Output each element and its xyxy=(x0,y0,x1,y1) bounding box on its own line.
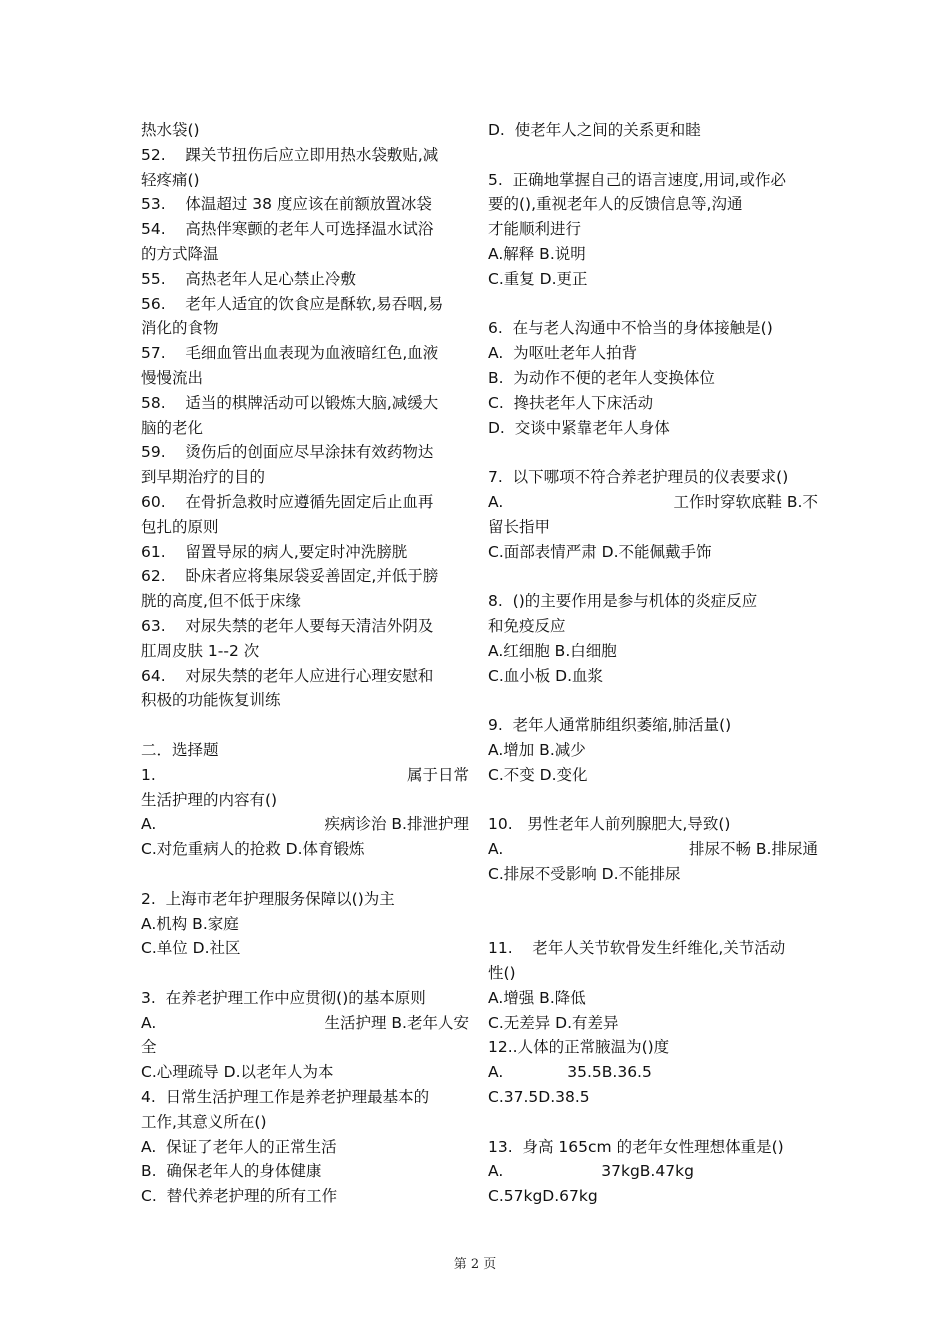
text-line: 性() xyxy=(488,964,516,983)
option-line: A.增加 B.减少 xyxy=(488,740,586,759)
true-false-item-64: 64. 对尿失禁的老年人应进行心理安慰和 xyxy=(141,666,434,685)
option-line xyxy=(488,1060,818,1085)
question-11: 11. 老年人关节软骨发生纤维化,关节活动 xyxy=(488,939,786,958)
page-number: 第 2 页 xyxy=(453,1257,497,1272)
option-line: A.增强 B.降低 xyxy=(488,988,586,1007)
text-line: 要的(),重视老年人的反馈信息等,沟通 xyxy=(488,195,743,214)
option-label: A. xyxy=(141,1013,157,1032)
option-text: 排尿不畅 B.排尿通 xyxy=(689,840,818,859)
spacer xyxy=(488,292,818,317)
option-line: C.面部表情严肃 D.不能佩戴手饰 xyxy=(488,542,712,561)
text-line: 热水袋() xyxy=(141,121,200,139)
option-line: A.红细胞 B.白细胞 xyxy=(488,641,617,660)
option-line: C. 替代养老护理的所有工作 xyxy=(141,1187,338,1206)
option-line: C.57kgD.67kg xyxy=(488,1187,598,1206)
text-line: 包扎的原则 xyxy=(141,517,219,536)
true-false-item-62: 62. 卧床者应将集尿袋妥善固定,并低于膀 xyxy=(141,567,439,586)
spacer xyxy=(488,564,818,589)
true-false-item-54: 54. 高热伴寒颤的老年人可选择温水试浴 xyxy=(141,220,434,239)
question-2: 2. 上海市老年护理服务保障以()为主 xyxy=(141,889,395,908)
option-line: A. 为呕吐老年人拍背 xyxy=(488,344,638,363)
true-false-item-61: 61. 留置导尿的病人,要定时冲洗膀胱 xyxy=(141,542,408,561)
option-line: C.心理疏导 D.以老年人为本 xyxy=(141,1063,334,1082)
option-line: D. 交谈中紧靠老年人身体 xyxy=(488,418,670,437)
text-line: 慢慢流出 xyxy=(141,368,204,387)
text-line: 才能顺利进行 xyxy=(488,220,582,239)
text-line: 轻疼痛() xyxy=(141,170,200,189)
text-line: 脑的老化 xyxy=(141,418,204,437)
true-false-item-59: 59. 烫伤后的创面应尽早涂抹有效药物达 xyxy=(141,443,434,462)
right-column xyxy=(488,118,818,1209)
text-line: 的方式降温 xyxy=(141,244,219,263)
option-text: 35.5B.36.5 xyxy=(567,1063,652,1082)
question-9: 9. 老年人通常肺组织萎缩,肺活量() xyxy=(488,716,732,735)
option-text: 疾病诊治 B.排泄护理 xyxy=(324,815,469,834)
option-text: 生活护理 B.老年人安 xyxy=(324,1013,469,1032)
spacer xyxy=(488,912,818,937)
text-line: 积极的功能恢复训练 xyxy=(141,691,281,710)
question-12: 12..人体的正常腋温为()度 xyxy=(488,1038,670,1057)
text-line: 工作,其意义所在() xyxy=(141,1112,267,1131)
spacer xyxy=(141,961,469,986)
question-10: 10. 男性老年人前列腺肥大,导致() xyxy=(488,815,731,834)
option-line: A.机构 B.家庭 xyxy=(141,914,239,933)
option-label: A. xyxy=(488,840,504,859)
option-line: C. 搀扶老年人下床活动 xyxy=(488,393,654,412)
option-line: A. 保证了老年人的正常生活 xyxy=(141,1137,337,1156)
true-false-item-52: 52. 踝关节扭伤后应立即用热水袋敷贴,减 xyxy=(141,145,439,164)
spacer xyxy=(488,887,818,912)
option-line: C.不变 D.变化 xyxy=(488,765,588,784)
spacer xyxy=(488,440,818,465)
option-text: 37kgB.47kg xyxy=(601,1162,694,1181)
option-line: C.37.5D.38.5 xyxy=(488,1088,590,1107)
text-line: 留长指甲 xyxy=(488,517,551,536)
spacer xyxy=(488,688,818,713)
left-column xyxy=(141,118,469,1209)
question-7: 7. 以下哪项不符合养老护理员的仪表要求() xyxy=(488,468,789,487)
option-line: C.单位 D.社区 xyxy=(141,939,241,958)
text-line: 到早期治疗的目的 xyxy=(141,468,266,487)
true-false-item-63: 63. 对尿失禁的老年人要每天清洁外阴及 xyxy=(141,616,434,635)
option-line: C.排尿不受影响 D.不能排尿 xyxy=(488,864,681,883)
spacer xyxy=(141,862,469,887)
option-text: 工作时穿软底鞋 B.不 xyxy=(673,492,818,511)
true-false-item-55: 55. 高热老年人足心禁止冷敷 xyxy=(141,269,356,288)
option-line: C.对危重病人的抢救 D.体育锻炼 xyxy=(141,840,365,859)
true-false-item-57: 57. 毛细血管出血表现为血液暗红色,血液 xyxy=(141,344,439,363)
option-line: B. 为动作不便的老年人变换体位 xyxy=(488,368,715,387)
text-line: 全 xyxy=(141,1038,157,1057)
question-text: 属于日常 xyxy=(406,765,469,784)
true-false-item-58: 58. 适当的棋牌活动可以锻炼大脑,减缓大 xyxy=(141,393,439,412)
question-number: 1. xyxy=(141,765,156,784)
option-label: A. xyxy=(488,1162,504,1181)
option-line xyxy=(141,1011,469,1036)
text-line: 肛周皮肤 1--2 次 xyxy=(141,641,260,660)
question-5: 5. 正确地掌握自己的语言速度,用词,或作必 xyxy=(488,170,786,189)
true-false-item-53: 53. 体温超过 38 度应该在前额放置冰袋 xyxy=(141,195,432,214)
option-line xyxy=(141,812,469,837)
true-false-item-56: 56. 老年人适宜的饮食应是酥软,易吞咽,易 xyxy=(141,294,444,313)
text-line: 胱的高度,但不低于床缘 xyxy=(141,592,301,611)
option-line xyxy=(488,837,818,862)
spacer xyxy=(488,788,818,813)
question-4: 4. 日常生活护理工作是养老护理最基本的 xyxy=(141,1088,430,1107)
option-line: B. 确保老年人的身体健康 xyxy=(141,1162,322,1181)
option-label: A. xyxy=(488,1063,504,1082)
option-line: C.重复 D.更正 xyxy=(488,269,588,288)
option-line: C.血小板 D.血浆 xyxy=(488,666,604,685)
option-line xyxy=(488,490,818,515)
question-8: 8. ()的主要作用是参与机体的炎症反应 xyxy=(488,592,758,611)
option-label: A. xyxy=(141,815,157,834)
text-line: 生活护理的内容有() xyxy=(141,790,278,809)
true-false-item-60: 60. 在骨折急救时应遵循先固定后止血再 xyxy=(141,492,434,511)
question-1 xyxy=(141,763,469,788)
option-line: A.解释 B.说明 xyxy=(488,244,586,263)
section-heading: 二．选择题 xyxy=(141,740,219,759)
question-6: 6. 在与老人沟通中不恰当的身体接触是() xyxy=(488,319,773,338)
option-line xyxy=(488,1159,818,1184)
text-line: 消化的食物 xyxy=(141,319,219,338)
option-line: D. 使老年人之间的关系更和睦 xyxy=(488,121,701,139)
spacer xyxy=(141,713,469,738)
question-13: 13. 身高 165cm 的老年女性理想体重是() xyxy=(488,1137,784,1156)
spacer xyxy=(488,143,818,168)
text-line: 和免疫反应 xyxy=(488,616,566,635)
option-line: C.无差异 D.有差异 xyxy=(488,1013,619,1032)
question-3: 3. 在养老护理工作中应贯彻()的基本原则 xyxy=(141,988,426,1007)
spacer xyxy=(488,1110,818,1135)
option-label: A. xyxy=(488,492,504,511)
